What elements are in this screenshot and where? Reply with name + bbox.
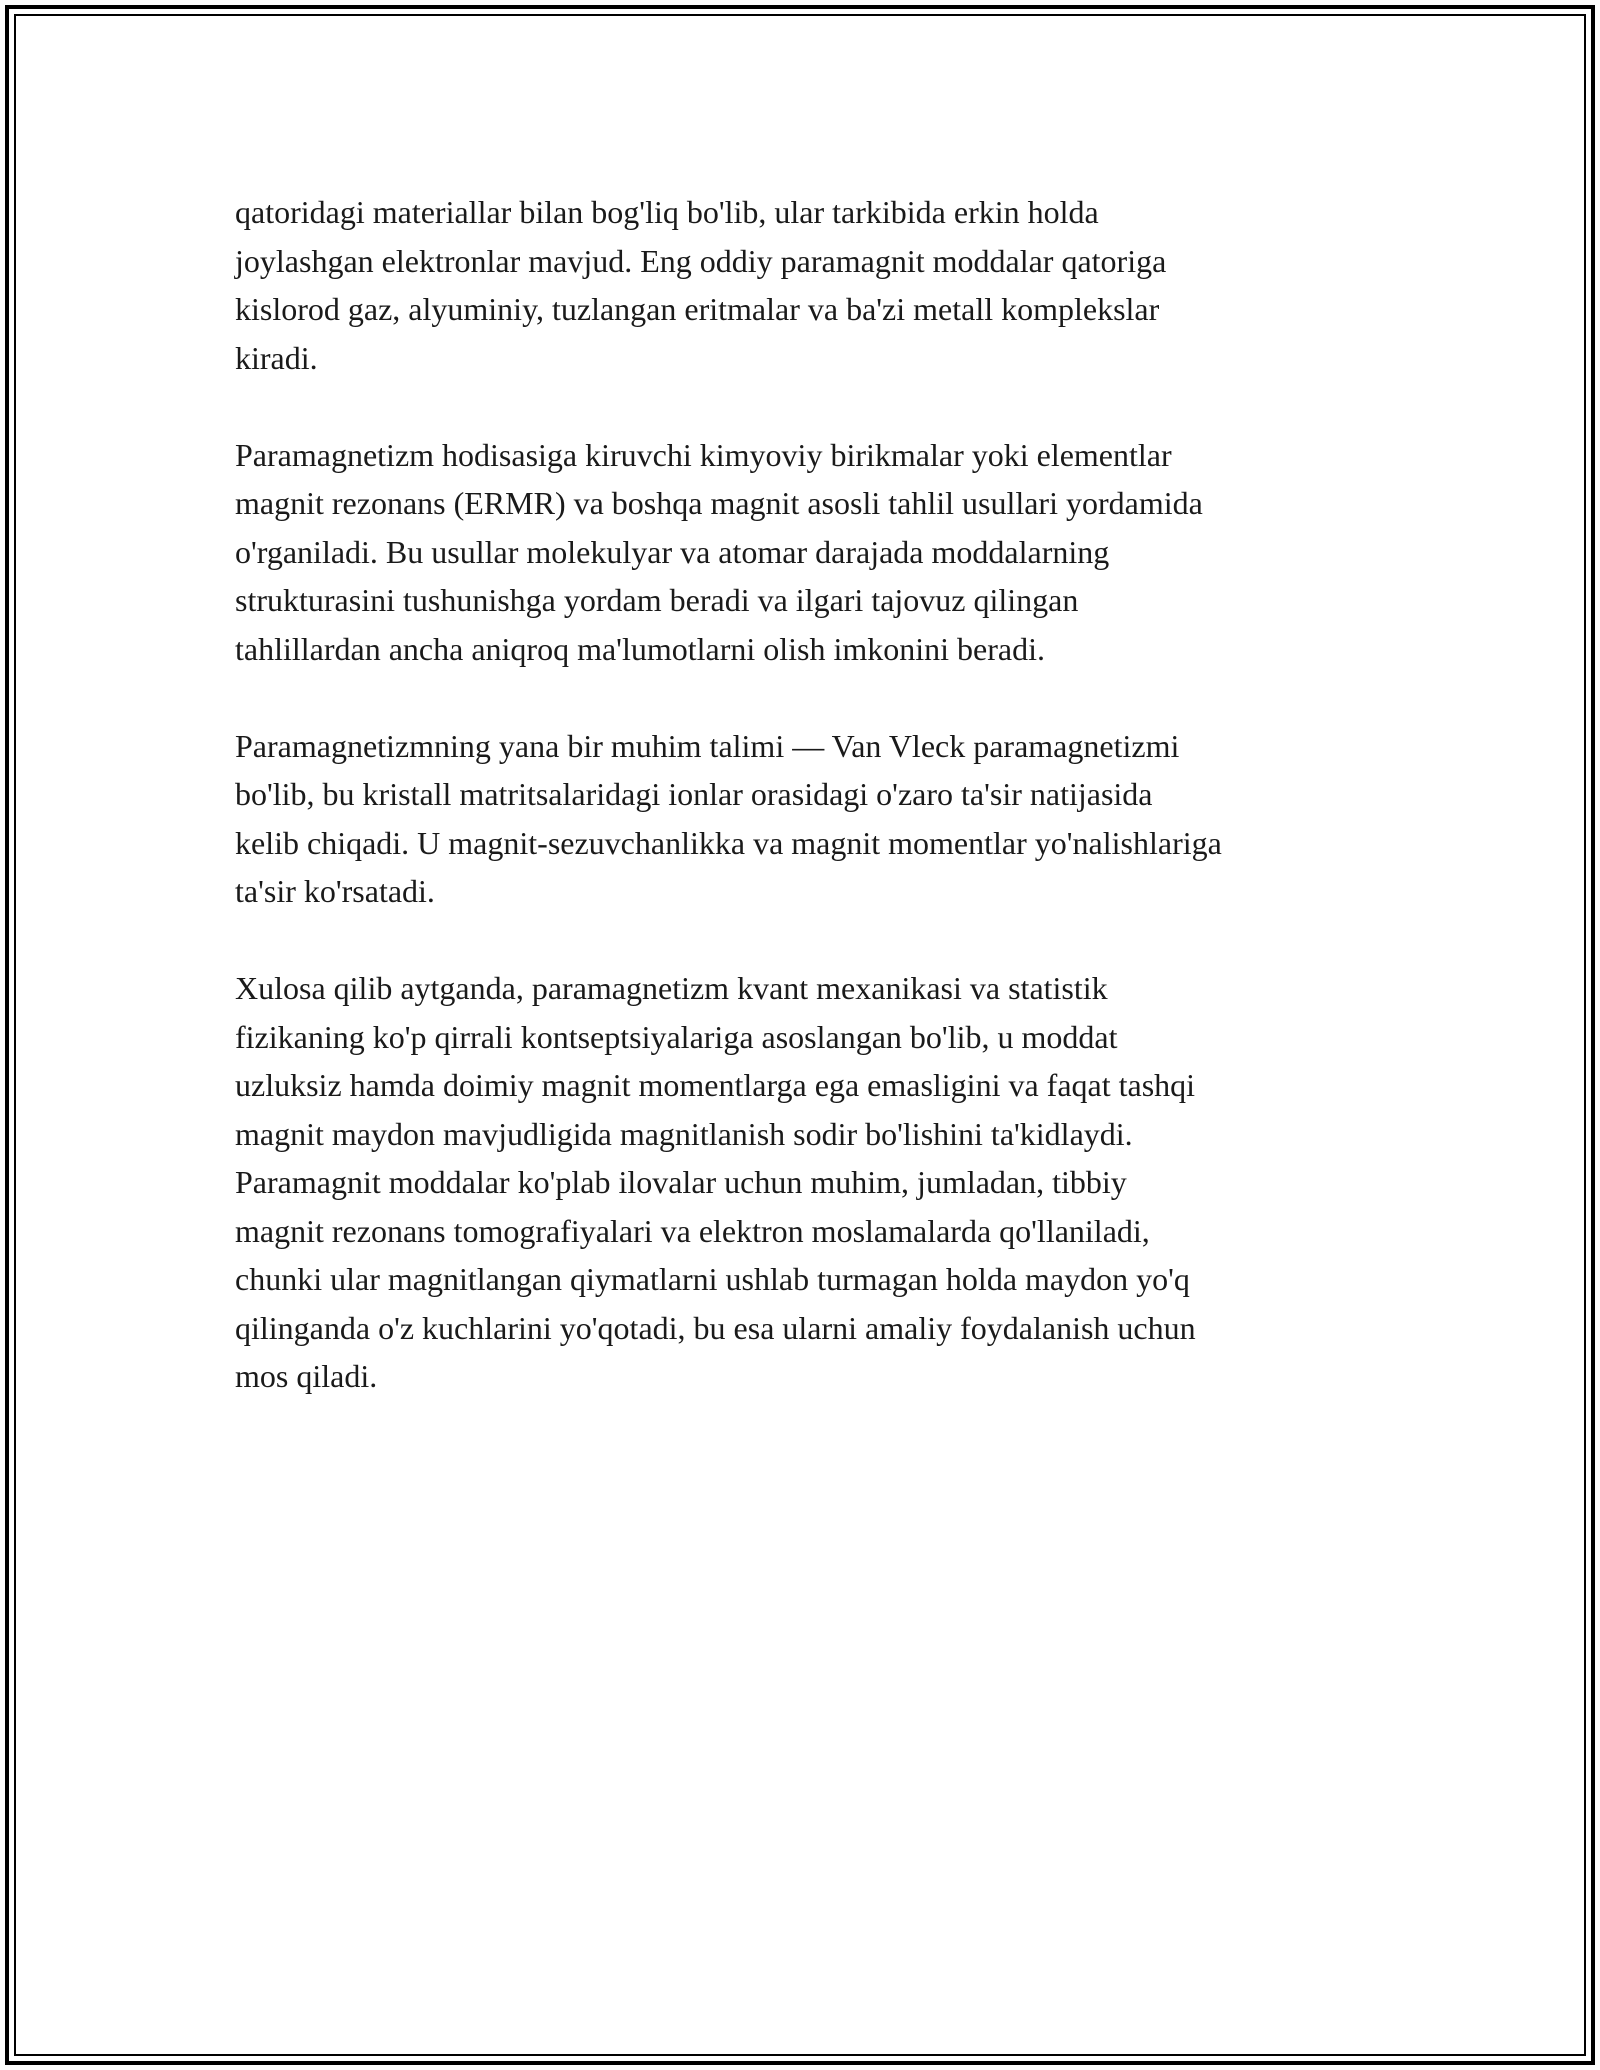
text-line: bo'lib, bu kristall matritsalaridagi ionlar orasidagi o'zaro ta'sir natijasida bbox=[235, 776, 1153, 812]
text-line: o'rganiladi. Bu usullar molekulyar va atomar darajada moddalarning bbox=[235, 533, 1110, 570]
text-line: Paramagnetizm hodisasiga kiruvchi kimyoviy birikmalar yoki elementlar bbox=[235, 436, 1172, 473]
text-line: qilinganda o'z kuchlarini yo'qotadi, bu esa ularni amaliy foydalanish uchun bbox=[235, 1309, 1196, 1346]
text-line: uzluksiz hamda doimiy magnit momentlarga ega emasligini va faqat tashqi bbox=[235, 1067, 1196, 1103]
text-line: strukturasini tushunishga yordam beradi va ilgari tajovuz qilingan bbox=[235, 582, 1079, 618]
text-line: kislorod gaz, alyuminiy, tuzlangan eritmalar va ba'zi metall komplekslar bbox=[235, 291, 1160, 327]
text-line: qatoridagi materiallar bilan bog'liq bo'lib, ular tarkibida erkin holda bbox=[235, 194, 1099, 230]
document-body bbox=[235, 188, 1375, 1449]
text-line: kelib chiqadi. U magnit-sezuvchanlikka va magnit momentlar yo'nalishlariga bbox=[235, 824, 1222, 861]
paragraph-1 bbox=[235, 188, 1375, 382]
text-line: ta'sir ko'rsatadi. bbox=[235, 873, 435, 909]
paragraph-4 bbox=[235, 964, 1375, 1401]
text-line: kiradi. bbox=[235, 339, 318, 376]
text-line: magnit maydon mavjudligida magnitlanish sodir bo'lishini ta'kidlaydi. bbox=[235, 1115, 1133, 1152]
paragraph-2 bbox=[235, 431, 1375, 674]
text-line: tahlillardan ancha aniqroq ma'lumotlarni olish imkonini beradi. bbox=[235, 630, 1045, 667]
text-line: Paramagnetizmning yana bir muhim talimi — Van Vleck paramagnetizmi bbox=[235, 727, 1180, 764]
text-line: fizikaning ko'p qirrali kontseptsiyalariga asoslangan bo'lib, u moddat bbox=[235, 1018, 1118, 1055]
text-line: Paramagnit moddalar ko'plab ilovalar uchun muhim, jumladan, tibbiy bbox=[235, 1164, 1127, 1200]
text-line: chunki ular magnitlangan qiymatlarni ushlab turmagan holda maydon yo'q bbox=[235, 1261, 1190, 1297]
text-line: joylashgan elektronlar mavjud. Eng oddiy paramagnit moddalar qatoriga bbox=[235, 242, 1167, 279]
text-line: magnit rezonans (ERMR) va boshqa magnit asosli tahlil usullari yordamida bbox=[235, 485, 1203, 521]
text-line: magnit rezonans tomografiyalari va elektron moslamalarda qo'llaniladi, bbox=[235, 1212, 1150, 1249]
paragraph-3 bbox=[235, 722, 1375, 916]
text-line: Xulosa qilib aytganda, paramagnetizm kvant mexanikasi va statistik bbox=[235, 970, 1108, 1006]
text-line: mos qiladi. bbox=[235, 1358, 378, 1394]
